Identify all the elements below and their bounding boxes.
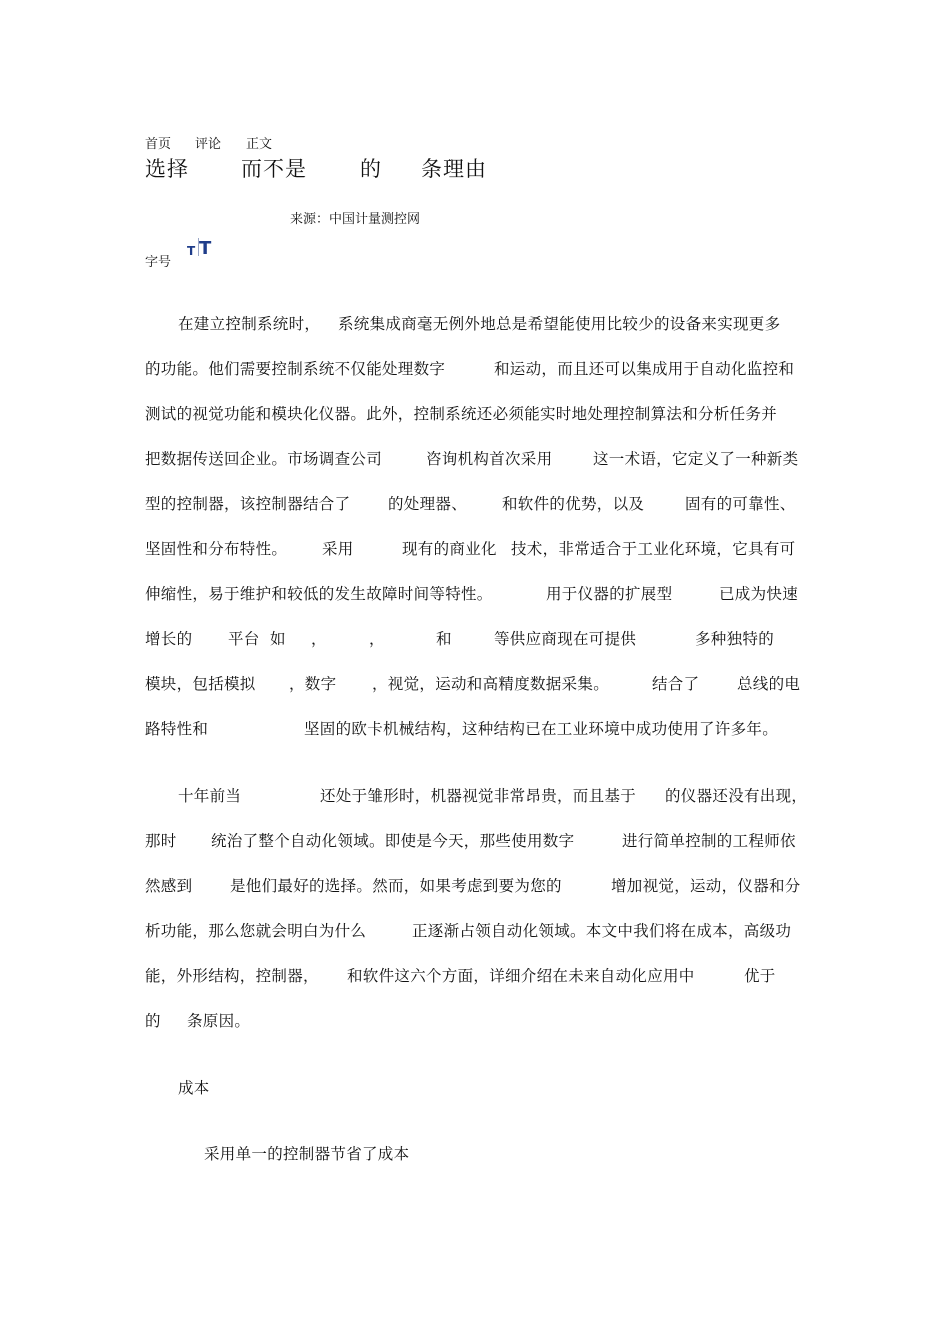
article-source: 来源：中国计量测控网	[290, 212, 421, 227]
p1-l9-s2: ，数字	[289, 675, 337, 693]
p1-l7-s3: 已成为快速	[719, 585, 799, 603]
font-size-large-icon[interactable]: T	[199, 238, 212, 259]
p1-l2-s2: 和运动，而且还可以集成用于自动化监控和	[494, 360, 795, 378]
p1-l6-s4: 技术，非常适合于工业化环境，它具有可	[511, 540, 796, 558]
p2-l3-s3: 增加视觉，运动，仪器和分	[611, 877, 801, 895]
p2-l1-s2: 还处于雏形时，机器视觉非常昂贵，而且基于	[320, 787, 637, 805]
p1-l5-s1: 型的控制器，该控制器结合了	[145, 495, 351, 513]
p2-l5-s1: 能，外形结构，控制器，	[145, 967, 319, 985]
breadcrumb-body[interactable]: 正文	[246, 137, 273, 152]
p2-l2-s2: 统治了整个自动化领域。即使是今天，那些使用数字	[211, 832, 575, 850]
p1-l9-s5: 总线的电	[737, 675, 801, 693]
p2-l3-s1: 然感到	[145, 877, 193, 895]
breadcrumb-comment[interactable]: 评论	[195, 137, 222, 152]
section-heading: 成本	[178, 1079, 210, 1097]
title-part-1: 选择	[145, 157, 189, 181]
p1-l5-s4: 固有的可靠性、	[685, 495, 796, 513]
p2-l4-s2: 正逐渐占领自动化领域。本文中我们将在成本，高级功	[412, 922, 792, 940]
title-part-4: 条理由	[421, 157, 487, 181]
p2-l5-s2: 和软件这六个方面，详细介绍在未来自动化应用中	[347, 967, 695, 985]
p2-l1-s1: 十年前当	[178, 787, 242, 805]
p1-l1-s2: 系统集成商毫无例外地总是希望能使用比较少的设备来实现更多	[338, 315, 781, 333]
p2-l1-s3: 的仪器还没有出现，	[665, 787, 808, 805]
p1-l8-s5: ，	[369, 630, 385, 648]
p1-l8-s8: 多种独特的	[695, 630, 775, 648]
p1-l6-s1: 坚固性和分布特性。	[145, 540, 288, 558]
p1-l8-s6: 和	[436, 630, 452, 648]
p1-l4-s3: 这一术语，它定义了一种新类	[593, 450, 799, 468]
p1-l2-s1: 的功能。他们需要控制系统不仅能处理数字	[145, 360, 446, 378]
p1-l9-s3: ，视觉，运动和高精度数据采集。	[372, 675, 610, 693]
subsection-heading: 采用单一的控制器节省了成本	[204, 1145, 410, 1163]
p2-l2-s3: 进行简单控制的工程师依	[622, 832, 796, 850]
p2-l6-s1: 的	[145, 1012, 161, 1030]
p1-l4-s1: 把数据传送回企业。市场调查公司	[145, 450, 383, 468]
p1-l6-s2: 采用	[322, 540, 354, 558]
breadcrumb-home[interactable]: 首页	[145, 137, 172, 152]
p1-l10-s2: 坚固的欧卡机械结构，这种结构已在工业环境中成功使用了许多年。	[304, 720, 779, 738]
p2-l4-s1: 析功能，那么您就会明白为什么	[145, 922, 367, 940]
p1-l8-s3: 如	[270, 630, 286, 648]
p1-l8-s4: ，	[311, 630, 327, 648]
font-size-label: 字号	[145, 255, 172, 270]
p1-l8-s2: 平台	[228, 630, 260, 648]
p1-l10-s1: 路特性和	[145, 720, 209, 738]
p1-l9-s4: 结合了	[652, 675, 700, 693]
font-size-small-icon[interactable]: T	[187, 244, 196, 258]
p2-l5-s3: 优于	[744, 967, 776, 985]
p1-l6-s3: 现有的商业化	[402, 540, 497, 558]
p1-l4-s2: 咨询机构首次采用	[426, 450, 553, 468]
p1-l9-s1: 模块，包括模拟	[145, 675, 256, 693]
p1-l3-s1: 测试的视觉功能和模块化仪器。此外，控制系统还必须能实时地处理控制算法和分析任务并	[145, 405, 778, 423]
p2-l3-s2: 是他们最好的选择。然而，如果考虑到要为您的	[230, 877, 562, 895]
p1-l5-s2: 的处理器、	[388, 495, 468, 513]
p1-l5-s3: 和软件的优势，以及	[502, 495, 645, 513]
p2-l2-s1: 那时	[145, 832, 177, 850]
p1-l8-s1: 增长的	[145, 630, 193, 648]
title-part-3: 的	[360, 157, 382, 181]
p2-l6-s2: 条原因。	[187, 1012, 251, 1030]
title-part-2: 而不是	[241, 157, 307, 181]
p1-l1-s1: 在建立控制系统时，	[178, 315, 321, 333]
p1-l7-s1: 伸缩性，易于维护和较低的发生故障时间等特性。	[145, 585, 493, 603]
p1-l7-s2: 用于仪器的扩展型	[546, 585, 673, 603]
p1-l8-s7: 等供应商现在可提供	[494, 630, 637, 648]
